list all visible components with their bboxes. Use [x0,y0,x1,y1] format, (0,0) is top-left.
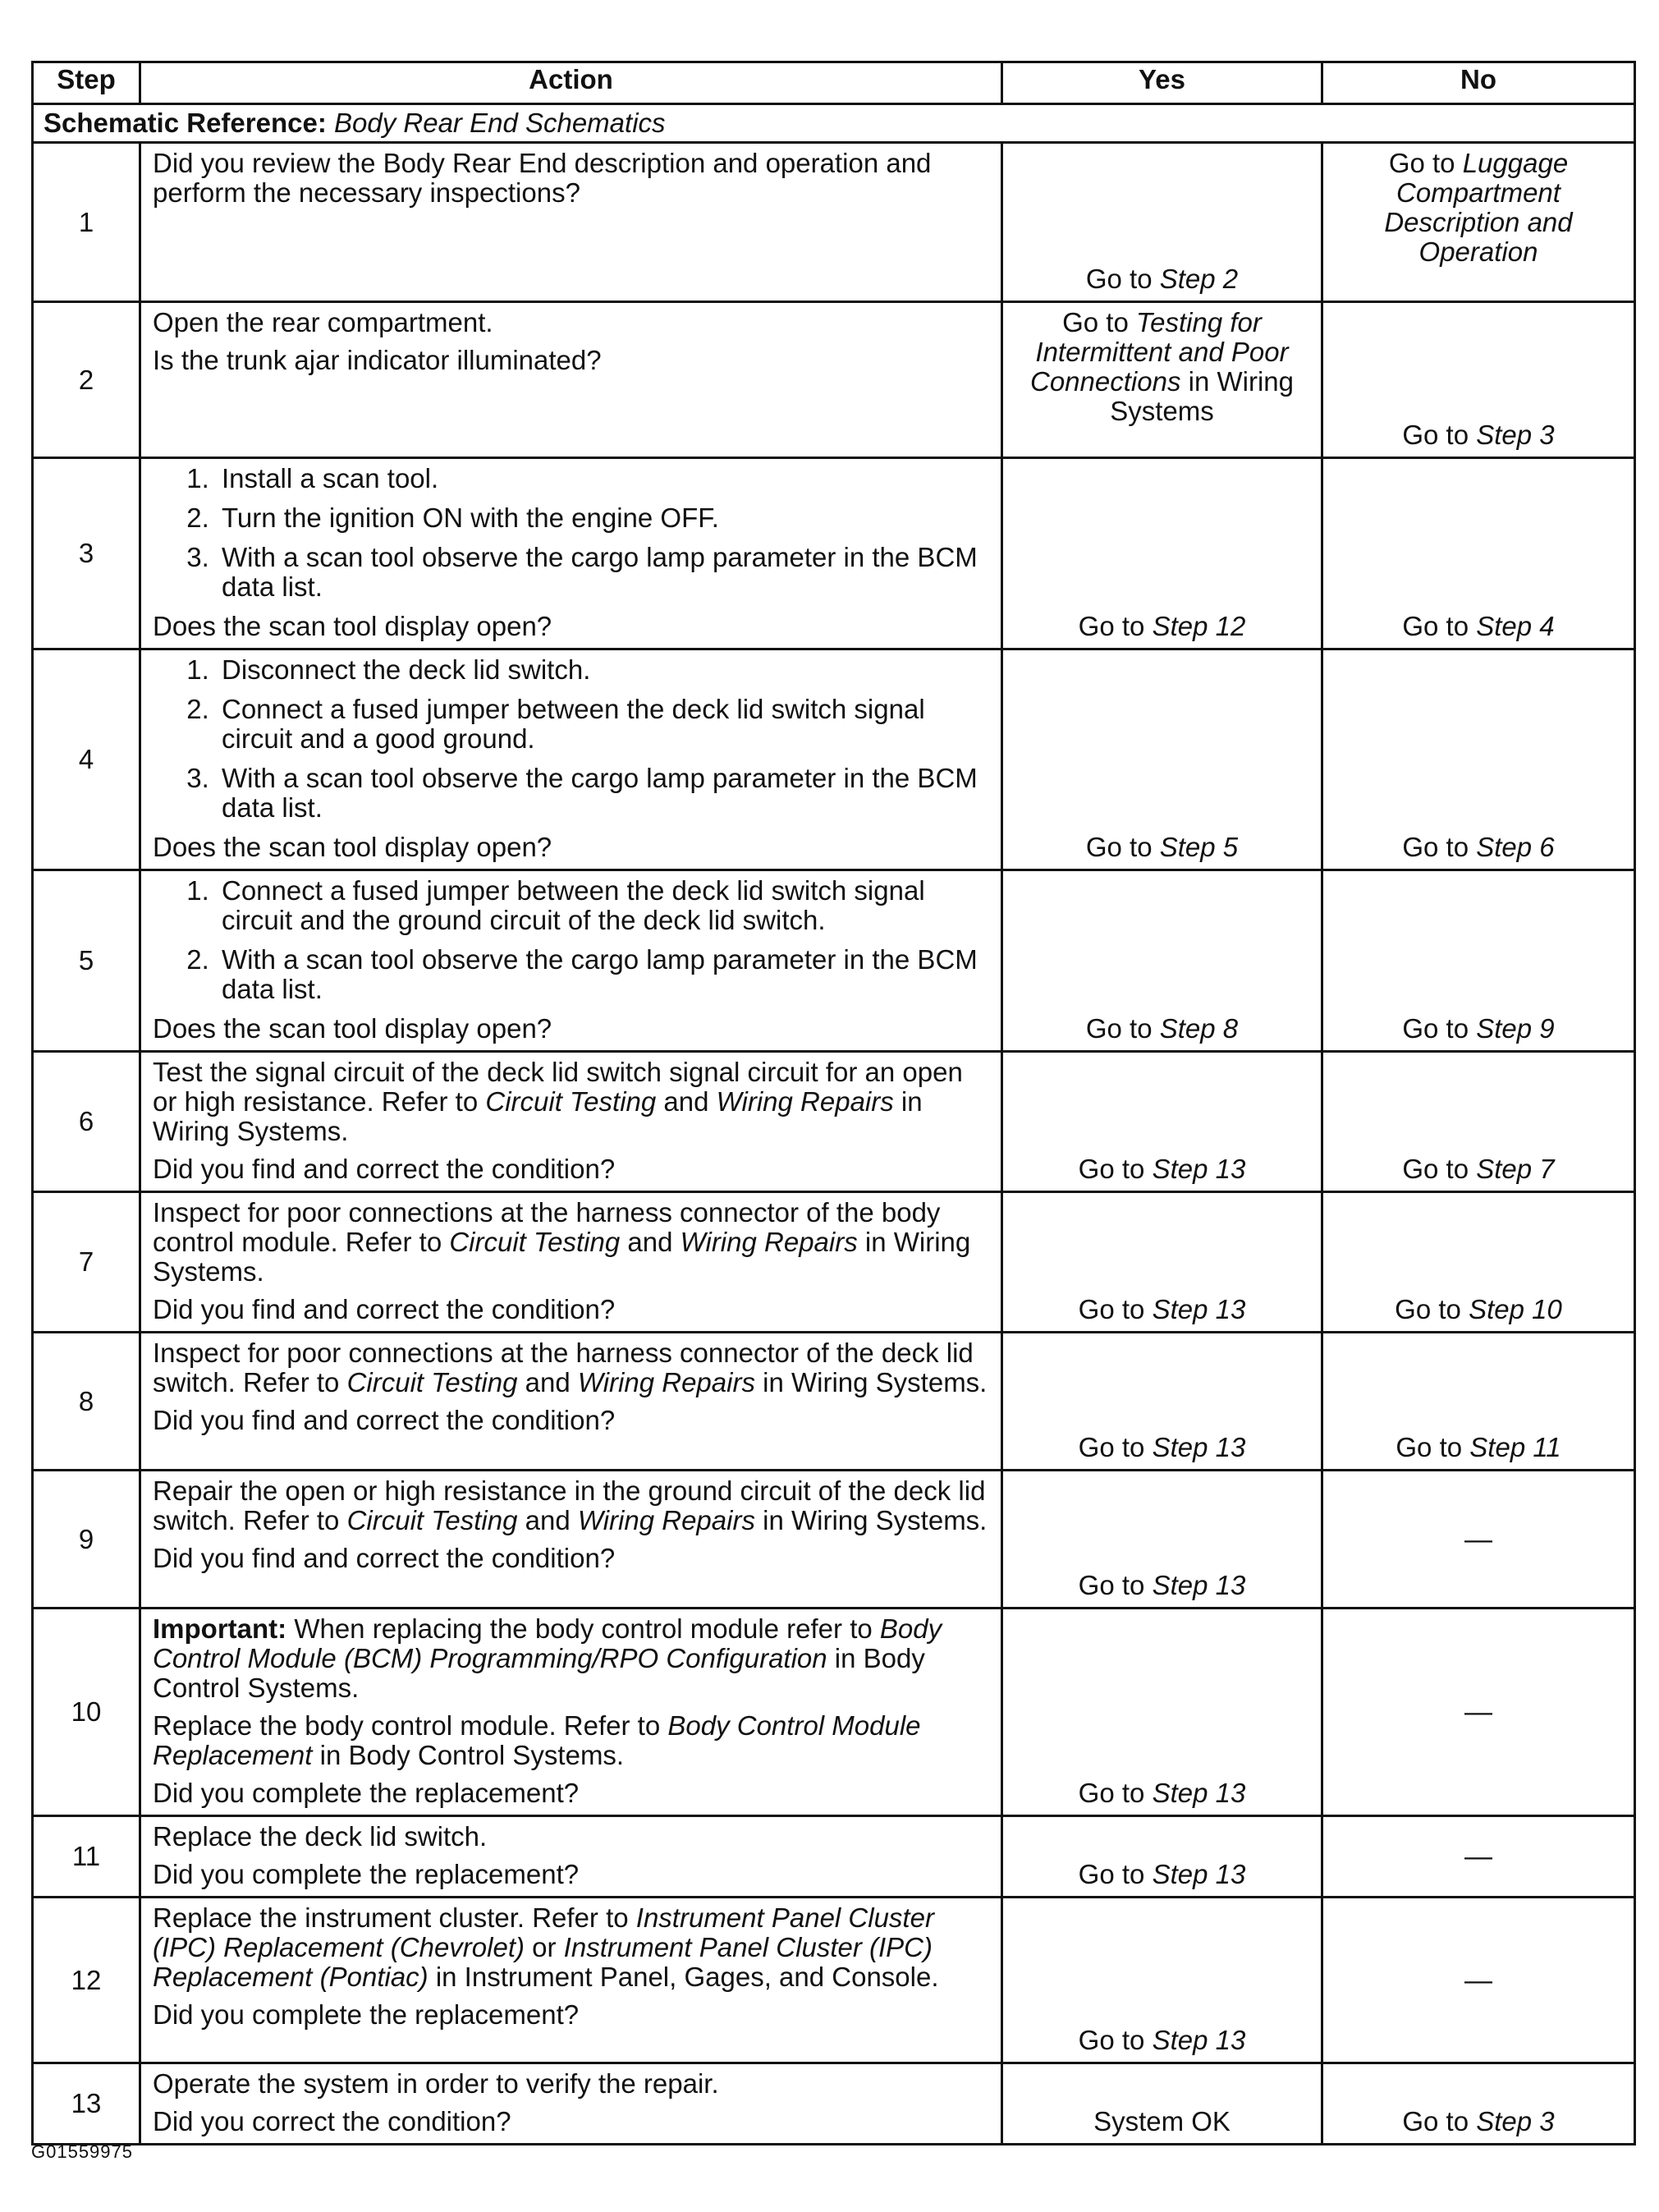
action-cell [140,1333,1002,1471]
list-item: 1. Disconnect the deck lid switch. [217,655,989,685]
action-text: Open the rear compartment. [153,307,493,337]
table-row [33,1471,1635,1609]
yes-result[interactable]: Go to Step 13 [1078,1294,1246,1324]
header-yes: Yes [1002,62,1322,104]
step-number: 4 [33,649,140,870]
action-text: Replace the instrument cluster. Refer to Instrument Panel Cluster (IPC) Replacement (Chevrolet) or Instrument Panel Cluster (IPC) Replacement (Pontiac) in Instrument Panel, Gages, and Console. [153,1902,939,1992]
no-cell [1322,1333,1635,1471]
yes-cell [1002,458,1322,649]
schematic-label: Schematic Reference: [44,108,327,138]
action-text: Test the signal circuit of the deck lid switch signal circuit for an open or high resistance. Refer to Circuit Testing and Wiring Repairs in Wiring Systems. [153,1057,963,1146]
step-number: 5 [33,870,140,1052]
step-number: 1 [33,143,140,302]
no-result[interactable]: Go to Step 9 [1402,1013,1555,1044]
ipc-replacement-pontiac-link[interactable]: Instrument Panel Cluster (IPC) Replacement (Pontiac) [153,1932,933,1992]
schematic-reference [33,104,1635,143]
step-number: 3 [33,458,140,649]
yes-cell [1002,1192,1322,1333]
action-cell [140,2063,1002,2145]
action-list [153,464,989,602]
action-question: Did you complete the replacement? [153,1999,580,2030]
no-result[interactable]: Go to Step 6 [1402,832,1555,862]
yes-result[interactable]: Go to Step 13 [1078,1154,1246,1184]
no-result[interactable]: Go to Step 4 [1402,611,1555,641]
table-row [33,1192,1635,1333]
table-row [33,1816,1635,1898]
no-cell [1322,1609,1635,1816]
no-cell [1322,1898,1635,2063]
schematic-link[interactable]: Body Rear End Schematics [334,108,666,138]
action-text: Replace the body control module. Refer to Body Control Module Replacement in Body Control Systems. [153,1710,921,1770]
action-cell [140,1052,1002,1192]
yes-cell [1002,2063,1322,2145]
table-row [33,458,1635,649]
step-number: 7 [33,1192,140,1333]
action-cell [140,870,1002,1052]
step-number: 6 [33,1052,140,1192]
yes-cell [1002,1333,1322,1471]
yes-cell [1002,1052,1322,1192]
header-no: No [1322,62,1635,104]
no-result-none: — [1464,1523,1492,1555]
wiring-repairs-link[interactable]: Wiring Repairs [680,1227,858,1257]
yes-result[interactable]: Go to Step 13 [1078,1432,1246,1462]
table-header-row [33,62,1635,104]
circuit-testing-link[interactable]: Circuit Testing [449,1227,621,1257]
table-row [33,143,1635,302]
action-list [153,655,989,823]
list-item: 2. Turn the ignition ON with the engine OFF. [217,503,989,533]
table-row [33,1898,1635,2063]
no-cell [1322,143,1635,302]
list-item: 2. With a scan tool observe the cargo lamp parameter in the BCM data list. [217,945,989,1004]
action-cell [140,1471,1002,1609]
yes-cell [1002,1471,1322,1609]
action-cell [140,649,1002,870]
yes-result[interactable]: Go to Step 2 [1085,264,1239,294]
schematic-reference-row [33,104,1635,143]
action-question: Did you correct the condition? [153,2106,511,2136]
yes-cell [1002,870,1322,1052]
list-item: 3. With a scan tool observe the cargo lamp parameter in the BCM data list. [217,543,989,602]
yes-cell [1002,1816,1322,1898]
no-cell [1322,1052,1635,1192]
wiring-repairs-link[interactable]: Wiring Repairs [577,1505,755,1535]
yes-result[interactable]: Go to Step 13 [1078,2025,1246,2055]
no-cell [1322,302,1635,458]
important-note: Important: When replacing the body control module refer to Body Control Module (BCM) Programming/RPO Configuration in Body Control Systems. [153,1613,942,1703]
yes-result[interactable]: System OK [1093,2106,1231,2136]
step-number: 11 [33,1816,140,1898]
bcm-programming-link[interactable]: Body Control Module (BCM) Programming/RPO Configuration [153,1613,942,1673]
circuit-testing-link[interactable]: Circuit Testing [346,1367,518,1397]
no-cell [1322,458,1635,649]
wiring-repairs-link[interactable]: Wiring Repairs [577,1367,755,1397]
step-number: 9 [33,1471,140,1609]
action-question: Does the scan tool display open? [153,832,552,862]
no-result-none: — [1464,1964,1492,1996]
header-action: Action [140,62,1002,104]
yes-result[interactable]: Go to Testing for Intermittent and Poor Connections in Wiring Systems [1030,307,1294,426]
action-question: Is the trunk ajar indicator illuminated? [153,345,602,375]
action-cell [140,143,1002,302]
yes-cell [1002,1898,1322,2063]
action-cell [140,1609,1002,1816]
yes-result[interactable]: Go to Step 5 [1085,832,1239,862]
step-number: 10 [33,1609,140,1816]
action-text: Repair the open or high resistance in the ground circuit of the deck lid switch. Refer to Circuit Testing and Wiring Repairs in Wiring Systems. [153,1475,988,1535]
no-cell [1322,1471,1635,1609]
yes-cell [1002,1609,1322,1816]
action-cell [140,458,1002,649]
list-item: 1. Install a scan tool. [217,464,989,493]
table-row [33,2063,1635,2145]
header-step: Step [33,62,140,104]
no-result[interactable]: Go to Luggage Compartment Description and Operation [1384,148,1573,267]
no-result-none: — [1464,1696,1492,1728]
yes-result[interactable]: Go to Step 8 [1085,1013,1239,1044]
action-cell [140,1816,1002,1898]
diagnostic-table [31,61,1636,2145]
action-text: Replace the deck lid switch. [153,1821,488,1852]
table-row [33,1609,1635,1816]
yes-cell [1002,143,1322,302]
no-result[interactable]: Go to Step 10 [1395,1294,1562,1324]
yes-result[interactable]: Go to Step 12 [1078,611,1246,641]
action-question: Did you find and correct the condition? [153,1154,616,1184]
action-question: Did you find and correct the condition? [153,1294,616,1324]
action-text: Inspect for poor connections at the harness connector of the deck lid switch. Refer to Circuit Testing and Wiring Repairs in Wiring Systems. [153,1338,988,1397]
yes-cell [1002,649,1322,870]
no-cell [1322,870,1635,1052]
action-text: Operate the system in order to verify the repair. [153,2068,719,2099]
yes-result[interactable]: Go to Step 13 [1078,1778,1246,1808]
action-question: Does the scan tool display open? [153,611,552,641]
action-question: Did you complete the replacement? [153,1859,580,1889]
wiring-repairs-link[interactable]: Wiring Repairs [716,1086,894,1117]
action-cell [140,302,1002,458]
action-question: Did you complete the replacement? [153,1778,580,1808]
action-text: Did you review the Body Rear End description and operation and perform the necessary inspections? [153,148,932,208]
list-item: 1. Connect a fused jumper between the deck lid switch signal circuit and the ground circuit of the deck lid switch. [217,876,989,935]
no-result[interactable]: Go to Step 3 [1402,420,1555,450]
table-row [33,302,1635,458]
no-cell [1322,1192,1635,1333]
table-row [33,1333,1635,1471]
circuit-testing-link[interactable]: Circuit Testing [485,1086,657,1117]
table-row [33,649,1635,870]
action-cell [140,1192,1002,1333]
list-item: 3. With a scan tool observe the cargo lamp parameter in the BCM data list. [217,764,989,823]
yes-result[interactable]: Go to Step 13 [1078,1859,1246,1889]
bcm-replacement-link[interactable]: Body Control Module Replacement [153,1710,921,1770]
figure-id: G01559975 [31,2141,133,2162]
no-result[interactable]: Go to Step 11 [1395,1432,1561,1462]
no-cell [1322,2063,1635,2145]
list-item: 2. Connect a fused jumper between the deck lid switch signal circuit and a good ground. [217,695,989,754]
action-question: Did you find and correct the condition? [153,1543,616,1573]
ipc-replacement-chevrolet-link[interactable]: Instrument Panel Cluster (IPC) Replacement (Chevrolet) [153,1902,934,1962]
action-cell [140,1898,1002,2063]
no-cell [1322,649,1635,870]
table-row [33,870,1635,1052]
action-question: Does the scan tool display open? [153,1013,552,1044]
circuit-testing-link[interactable]: Circuit Testing [346,1505,518,1535]
no-cell [1322,1816,1635,1898]
action-question: Did you find and correct the condition? [153,1405,616,1435]
step-number: 8 [33,1333,140,1471]
table-row [33,1052,1635,1192]
action-list [153,876,989,1004]
no-result[interactable]: Go to Step 7 [1402,1154,1555,1184]
no-result-none: — [1464,1841,1492,1872]
yes-result[interactable]: Go to Step 13 [1078,1570,1246,1600]
yes-cell [1002,302,1322,458]
step-number: 13 [33,2063,140,2145]
step-number: 2 [33,302,140,458]
step-number: 12 [33,1898,140,2063]
action-text: Inspect for poor connections at the harness connector of the body control module. Refer to Circuit Testing and Wiring Repairs in Wiring Systems. [153,1197,971,1287]
no-result[interactable]: Go to Step 3 [1402,2106,1555,2136]
